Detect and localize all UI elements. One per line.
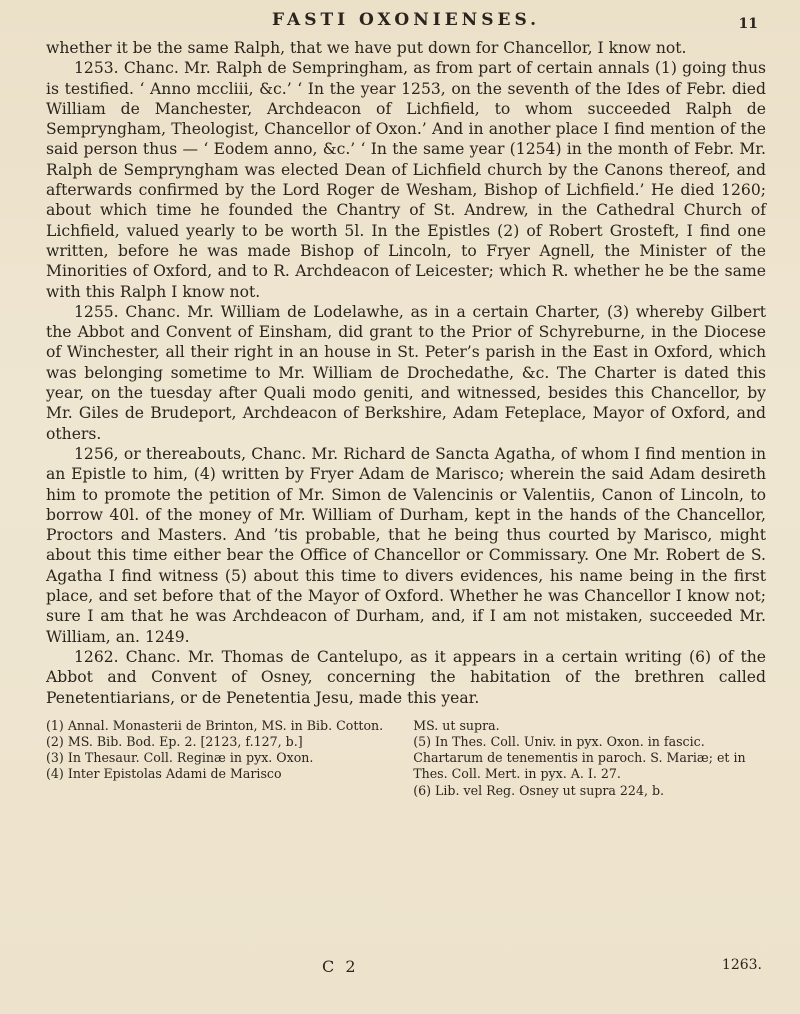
page-header bbox=[46, 10, 766, 38]
footnote: (3) In Thesaur. Coll. Reginæ in pyx. Oxon. bbox=[46, 750, 314, 766]
footnote: (2) MS. Bib. Bod. Ep. 2. [2123, f.127, b.] bbox=[46, 734, 303, 749]
paragraph: whether it be the same Ralph, that we have put down for Chancellor, I know not. bbox=[46, 39, 687, 57]
footnote: (1) Annal. Monasterii de Brinton, MS. in Bib. Cotton. bbox=[46, 717, 384, 733]
footnote: MS. ut supra. bbox=[413, 717, 500, 733]
paragraph: 1262. Chanc. Mr. Thomas de Cantelupo, as it appears in a certain writing (6) of the Abbot and Convent of Osney, concerning the habitation of the brethren called Penetentiarians, or de Penetentia Jesu, made this year. bbox=[46, 647, 766, 707]
catchword: 1263. bbox=[721, 957, 762, 973]
body-text bbox=[46, 38, 766, 708]
paragraph: 1256, or thereabouts, Chanc. Mr. Richard de Sancta Agatha, of whom I find mention in an Epistle to him, (4) written by Fryer Adam de Marisco; wherein the said Adam desireth him to promote the petition of Mr. Simon de Valencinis or Valentiis, Canon of Lincoln, to borrow 40l. of the money of Mr. William of Durham, kept in the hands of the Chancellor, Proctors and Masters. And ’tis probable, that he being thus courted by Marisco, might about this time either bear the Office of Chancellor or Commissary. One Mr. Robert de S. Agatha I find witness (5) about this time to divers evidences, his name being in the first place, and set before that of the Mayor of Oxford. Whether he was Chancellor I know not; sure I am that he was Archdeacon of Durham, and, if I am not mistaken, succeeded Mr. William, an. 1249. bbox=[46, 444, 766, 646]
footnote: (6) Lib. vel Reg. Osney ut supra 224, b. bbox=[413, 782, 665, 798]
footnote: (4) Inter Epistolas Adami de Marisco bbox=[46, 766, 282, 782]
signature-mark: C 2 bbox=[322, 957, 359, 976]
footnotes-left-column bbox=[46, 718, 399, 799]
footnote: (5) In Thes. Coll. Univ. in pyx. Oxon. in fascic. Chartarum de tenementis in paroch. S. Mariæ; et in Thes. Coll. Mert. in pyx. A. I. 27. bbox=[413, 734, 746, 782]
running-title: FASTI OXONIENSES. bbox=[271, 10, 541, 30]
footnotes bbox=[46, 718, 766, 799]
paragraph: 1255. Chanc. Mr. William de Lodelawhe, as in a certain Charter, (3) whereby Gilbert the Abbot and Convent of Einsham, did grant to the Prior of Schyreburne, in the Diocese of Winchester, all their right in an house in St. Peter’s parish in the East in Oxford, which was belonging sometime to Mr. William de Drochedathe, &c. The Charter is dated this year, on the tuesday after Quali modo geniti, and witnessed, besides this Chancellor, by Mr. Giles de Brudeport, Archdeacon of Berkshire, Adam Feteplace, Mayor of Oxford, and others. bbox=[46, 302, 766, 443]
footnotes-right-column bbox=[413, 718, 766, 799]
page-number: 11 bbox=[738, 16, 758, 32]
paragraph: 1253. Chanc. Mr. Ralph de Sempringham, as from part of certain annals (1) going thus is testified. ‘ Anno mccliii, &c.’ ‘ In the year 1253, on the seventh of the Ides of Febr. died William de Manchester, Archdeacon of Lichfield, to whom succeeded Ralph de Sempryngham, Theologist, Chancellor of Oxon.’ And in another place I find mention of the said person thus — ‘ Eodem anno, &c.’ ‘ In the same year (1254) in the month of Febr. Mr. Ralph de Sempryngham was elected Dean of Lichfield church by the Canons thereof, and afterwards confirmed by the Lord Roger de Wesham, Bishop of Lichfield.’ He died 1260; about which time he founded the Chantry of St. Andrew, in the Cathedral Church of Lichfield, valued yearly to be worth 5l. In the Epistles (2) of Robert Grosteft, I find one written, before he was made Bishop of Lincoln, to Fryer Agnell, the Minister of the Minorities of Oxford, and to R. Archdeacon of Leicester; which R. whether he be the same with this Ralph I know not. bbox=[46, 59, 766, 301]
